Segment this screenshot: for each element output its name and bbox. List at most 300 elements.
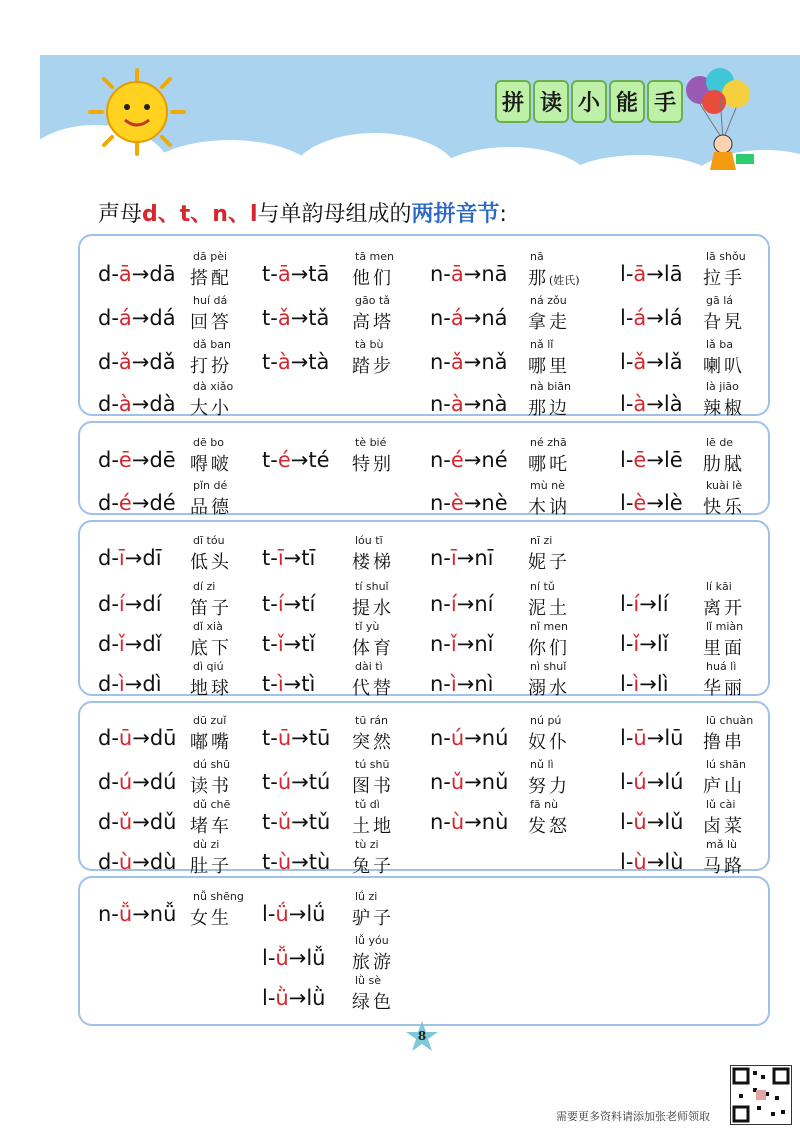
word-text: 突然 — [352, 732, 394, 753]
word-pinyin: tù zi — [355, 838, 379, 851]
banner-char: 能 — [609, 80, 645, 123]
syllable-result: →dù — [132, 850, 177, 874]
syllable-result: →nù — [464, 810, 509, 834]
word-text: 哪吒 — [528, 454, 570, 475]
initial: l- — [620, 306, 634, 330]
syllable-result: →té — [290, 448, 330, 472]
footer-text: 需要更多资料请添加张老师领取 — [556, 1110, 710, 1123]
word-text: 那边 — [528, 398, 570, 419]
initial: n- — [430, 306, 451, 330]
final-vowel: ū — [118, 726, 133, 750]
syllable-group-box — [78, 876, 770, 1026]
word-text: 妮子 — [528, 552, 570, 573]
sun-icon — [82, 62, 192, 162]
word-text: 卤菜 — [703, 816, 745, 837]
syllable-formula — [430, 448, 508, 472]
word-text: 里面 — [703, 638, 745, 659]
word-hanzi — [190, 812, 232, 838]
initial: t- — [262, 770, 278, 794]
syllable-result: →tū — [291, 726, 331, 750]
syllable-result: →ná — [463, 306, 508, 330]
banner-title — [495, 80, 683, 122]
word-pinyin: pǐn dé — [193, 479, 228, 492]
initial: n- — [430, 350, 451, 374]
syllable-formula — [430, 810, 508, 834]
syllable-formula — [98, 632, 162, 656]
syllable-formula — [98, 902, 176, 926]
word-text: 嘚啵 — [190, 454, 232, 475]
initial: t- — [262, 448, 278, 472]
word-hanzi — [190, 352, 232, 378]
word-text: 打扮 — [190, 356, 232, 377]
final-vowel: ǐ — [450, 632, 457, 656]
initial: l- — [620, 726, 634, 750]
word-text: 快乐 — [703, 497, 745, 518]
word-pinyin: tú shū — [355, 758, 390, 771]
initial: d- — [98, 770, 119, 794]
heading-prefix: 声母 — [98, 202, 143, 227]
word-hanzi — [528, 812, 570, 838]
final-vowel: ī — [450, 546, 457, 570]
word-hanzi — [703, 852, 745, 878]
syllable-result: →tǎ — [290, 306, 330, 330]
syllable-formula — [430, 306, 508, 330]
syllable-result: →né — [463, 448, 508, 472]
final-vowel: í — [118, 592, 125, 616]
syllable-result: →tù — [291, 850, 331, 874]
word-pinyin: tā men — [355, 250, 395, 263]
final-vowel: ǔ — [277, 810, 292, 834]
word-text: 绿色 — [352, 992, 394, 1013]
syllable-formula — [98, 672, 162, 696]
word-pinyin: dǐ xià — [193, 620, 223, 633]
syllable-formula — [430, 350, 508, 374]
word-hanzi — [190, 493, 232, 519]
final-vowel: á — [633, 306, 647, 330]
syllable-formula — [262, 902, 325, 926]
initial: n- — [430, 632, 451, 656]
word-hanzi — [190, 674, 232, 700]
word-hanzi — [352, 308, 394, 334]
syllable-formula — [262, 810, 330, 834]
syllable-result: →dǐ — [124, 632, 162, 656]
final-vowel: è — [633, 491, 647, 515]
syllable-formula — [620, 350, 683, 374]
word-pinyin: tí shuǐ — [355, 580, 389, 593]
syllable-formula — [98, 306, 176, 330]
final-vowel: ǔ — [118, 810, 133, 834]
final-vowel: ā — [450, 262, 464, 286]
final-vowel: ǚ — [118, 902, 133, 926]
initial: l- — [620, 632, 634, 656]
syllable-result: →nī — [456, 546, 494, 570]
heading-suffix: : — [499, 202, 507, 227]
word-hanzi — [352, 634, 394, 660]
word-hanzi — [528, 394, 570, 420]
word-pinyin: ná zǒu — [530, 294, 567, 307]
syllable-formula — [620, 306, 683, 330]
word-note: (姓氏) — [549, 274, 580, 287]
final-vowel: ú — [277, 770, 292, 794]
final-vowel: ā — [633, 262, 647, 286]
word-pinyin: tà bù — [355, 338, 384, 351]
word-text: 撸串 — [703, 732, 745, 753]
final-vowel: à — [450, 392, 464, 416]
initial: l- — [620, 672, 634, 696]
word-pinyin: nī zi — [530, 534, 553, 547]
syllable-result: →tì — [283, 672, 316, 696]
word-pinyin: nā — [530, 250, 544, 263]
word-pinyin: mù nè — [530, 479, 565, 492]
final-vowel: á — [118, 306, 132, 330]
initial: d- — [98, 632, 119, 656]
syllable-result: →là — [646, 392, 683, 416]
final-vowel: à — [277, 350, 291, 374]
word-hanzi — [528, 594, 570, 620]
word-text: 木讷 — [528, 497, 570, 518]
word-hanzi — [703, 674, 745, 700]
syllable-result: →dí — [124, 592, 162, 616]
syllable-result: →lè — [646, 491, 683, 515]
syllable-formula — [98, 262, 176, 286]
word-hanzi — [352, 904, 394, 930]
word-text: 离开 — [703, 598, 745, 619]
initial: n- — [430, 546, 451, 570]
final-vowel: ī — [277, 546, 284, 570]
word-pinyin: dā pèi — [193, 250, 228, 263]
syllable-result: →nǎ — [463, 350, 508, 374]
word-hanzi — [190, 394, 232, 420]
syllable-formula — [620, 672, 669, 696]
word-pinyin: lú shān — [706, 758, 746, 771]
final-vowel: ú — [118, 770, 133, 794]
final-vowel: ū — [277, 726, 292, 750]
word-text: 搭配 — [190, 268, 232, 289]
syllable-result: →dā — [131, 262, 176, 286]
syllable-result: →nǔ — [464, 770, 509, 794]
initial: d- — [98, 592, 119, 616]
word-pinyin: dì qiú — [193, 660, 224, 673]
final-vowel: ú — [633, 770, 647, 794]
initial: n- — [430, 592, 451, 616]
word-hanzi — [528, 772, 570, 798]
syllable-result: →nǚ — [132, 902, 177, 926]
word-pinyin: lē de — [706, 436, 734, 449]
syllable-result: →dà — [131, 392, 176, 416]
syllable-result: →lù — [646, 850, 684, 874]
initial: d- — [98, 306, 119, 330]
word-pinyin: dǔ chē — [193, 798, 231, 811]
initial: n- — [430, 770, 451, 794]
word-hanzi — [190, 308, 232, 334]
word-text: 地球 — [190, 678, 232, 699]
word-hanzi — [528, 450, 570, 476]
word-hanzi — [528, 308, 570, 334]
word-text: 你们 — [528, 638, 570, 659]
word-pinyin: kuài lè — [706, 479, 743, 492]
word-hanzi — [352, 352, 394, 378]
word-text: 努力 — [528, 776, 570, 797]
initial: l- — [620, 350, 634, 374]
syllable-formula — [98, 392, 176, 416]
word-text: 高塔 — [352, 312, 394, 333]
final-vowel: í — [277, 592, 284, 616]
word-hanzi — [190, 634, 232, 660]
final-vowel: ǎ — [633, 350, 647, 374]
word-text: 楼梯 — [352, 552, 394, 573]
syllable-result: →lū — [646, 726, 684, 750]
final-vowel: ù — [450, 810, 465, 834]
initial: t- — [262, 672, 278, 696]
word-text: 特别 — [352, 454, 394, 475]
final-vowel: ē — [118, 448, 132, 472]
word-pinyin: lǔ cài — [706, 798, 736, 811]
syllable-result: →lì — [639, 672, 669, 696]
initial: n- — [430, 448, 451, 472]
word-text: 旮旯 — [703, 312, 745, 333]
initial: d- — [98, 392, 119, 416]
final-vowel: ǐ — [633, 632, 640, 656]
initial: n- — [430, 726, 451, 750]
word-hanzi — [528, 634, 570, 660]
word-pinyin: dū zuǐ — [193, 714, 227, 727]
initial: d- — [98, 850, 119, 874]
syllable-result: →tī — [283, 546, 316, 570]
syllable-formula — [620, 632, 669, 656]
initial: t- — [262, 810, 278, 834]
syllable-result: →nà — [463, 392, 508, 416]
syllable-result: →dú — [132, 770, 177, 794]
word-hanzi — [528, 264, 580, 290]
heading-initials: d、t、n、l — [142, 202, 258, 227]
word-hanzi — [528, 548, 570, 574]
syllable-formula — [430, 672, 493, 696]
syllable-result: →tǐ — [283, 632, 316, 656]
syllable-formula — [98, 491, 176, 515]
syllable-result: →lǘ — [288, 902, 326, 926]
word-pinyin: dú shū — [193, 758, 231, 771]
syllable-result: →lí — [639, 592, 669, 616]
word-text: 图书 — [352, 776, 394, 797]
word-hanzi — [190, 852, 232, 878]
word-pinyin: nǎ lǐ — [530, 338, 554, 351]
final-vowel: é — [277, 448, 291, 472]
final-vowel: ǐ — [277, 632, 284, 656]
word-pinyin: nú pú — [530, 714, 562, 727]
word-hanzi — [190, 264, 232, 290]
word-text: 体育 — [352, 638, 394, 659]
syllable-result: →dī — [124, 546, 162, 570]
syllable-result: →nā — [463, 262, 508, 286]
final-vowel: ì — [277, 672, 284, 696]
syllable-result: →lú — [646, 770, 684, 794]
syllable-result: →lē — [646, 448, 683, 472]
word-hanzi — [190, 728, 232, 754]
syllable-formula — [262, 632, 315, 656]
syllable-result: →lǐ — [639, 632, 669, 656]
word-hanzi — [352, 548, 394, 574]
word-hanzi — [703, 264, 745, 290]
syllable-result: →nè — [463, 491, 508, 515]
syllable-formula — [262, 306, 329, 330]
final-vowel: ǎ — [118, 350, 132, 374]
syllable-result: →tā — [290, 262, 330, 286]
syllable-formula — [262, 850, 330, 874]
syllable-result: →dá — [131, 306, 176, 330]
word-pinyin: dē bo — [193, 436, 224, 449]
final-vowel: ǚ — [275, 946, 289, 970]
final-vowel: ǎ — [450, 350, 464, 374]
syllable-formula — [430, 546, 493, 570]
initial: t- — [262, 546, 278, 570]
syllable-formula — [620, 392, 683, 416]
initial: l- — [620, 810, 634, 834]
final-vowel: ù — [118, 850, 133, 874]
initial: t- — [262, 850, 278, 874]
syllable-result: →tǔ — [291, 810, 331, 834]
word-hanzi — [352, 852, 394, 878]
word-text: 读书 — [190, 776, 232, 797]
syllable-formula — [262, 262, 329, 286]
word-text: 嘟嘴 — [190, 732, 232, 753]
initial: d- — [98, 546, 119, 570]
word-hanzi — [352, 812, 394, 838]
final-vowel: à — [633, 392, 647, 416]
word-pinyin: lǚ yóu — [355, 934, 389, 947]
word-pinyin: lū chuàn — [706, 714, 754, 727]
word-pinyin: tǐ yù — [355, 620, 380, 633]
word-text: 他们 — [352, 268, 394, 289]
initial: t- — [262, 350, 278, 374]
final-vowel: ǎ — [277, 306, 291, 330]
word-hanzi — [703, 634, 745, 660]
initial: n- — [430, 491, 451, 515]
initial: l- — [620, 770, 634, 794]
final-vowel: ǜ — [275, 986, 289, 1010]
word-text: 庐山 — [703, 776, 745, 797]
syllable-result: →nì — [456, 672, 494, 696]
word-hanzi — [703, 352, 745, 378]
initial: d- — [98, 350, 119, 374]
word-text: 大小 — [190, 398, 232, 419]
syllable-formula — [620, 491, 683, 515]
word-text: 土地 — [352, 816, 394, 837]
word-pinyin: gāo tǎ — [355, 294, 391, 307]
word-pinyin: dù zi — [193, 838, 220, 851]
word-text: 女生 — [190, 908, 232, 929]
syllable-result: →nú — [464, 726, 509, 750]
syllable-formula — [98, 350, 176, 374]
word-hanzi — [352, 772, 394, 798]
word-text: 笛子 — [190, 598, 232, 619]
word-text: 拉手 — [703, 268, 745, 289]
syllable-formula — [98, 810, 176, 834]
final-vowel: í — [450, 592, 457, 616]
initial: t- — [262, 632, 278, 656]
word-pinyin: gā lá — [706, 294, 734, 307]
final-vowel: ù — [277, 850, 292, 874]
word-hanzi — [190, 548, 232, 574]
word-pinyin: dǎ ban — [193, 338, 231, 351]
banner-char: 读 — [533, 80, 569, 123]
syllable-formula — [262, 672, 315, 696]
initial: d- — [98, 810, 119, 834]
initial: t- — [262, 306, 278, 330]
word-hanzi — [703, 450, 745, 476]
word-hanzi — [352, 948, 394, 974]
word-pinyin: nǚ shēng — [193, 890, 244, 903]
word-text: 代替 — [352, 678, 394, 699]
syllable-formula — [430, 392, 508, 416]
section-heading — [98, 197, 507, 228]
syllable-formula — [430, 770, 508, 794]
syllable-result: →nǐ — [456, 632, 494, 656]
word-hanzi — [190, 450, 232, 476]
syllable-formula — [430, 262, 508, 286]
word-text: 那 — [528, 268, 549, 289]
final-vowel: ā — [277, 262, 291, 286]
syllable-formula — [262, 592, 315, 616]
syllable-formula — [98, 770, 176, 794]
word-hanzi — [352, 594, 394, 620]
syllable-formula — [262, 350, 329, 374]
final-vowel: ì — [450, 672, 457, 696]
word-pinyin: tǔ dì — [355, 798, 380, 811]
word-pinyin: mǎ lù — [706, 838, 737, 851]
syllable-formula — [262, 946, 325, 970]
final-vowel: é — [118, 491, 132, 515]
final-vowel: è — [450, 491, 464, 515]
syllable-result: →dē — [131, 448, 176, 472]
syllable-result: →tí — [283, 592, 316, 616]
syllable-result: →dǔ — [132, 810, 177, 834]
syllable-formula — [262, 986, 325, 1010]
word-pinyin: fā nù — [530, 798, 559, 811]
syllable-formula — [430, 632, 493, 656]
initial: l- — [262, 946, 276, 970]
word-text: 华丽 — [703, 678, 745, 699]
syllable-result: →dì — [124, 672, 162, 696]
qr-code-icon — [731, 1066, 791, 1124]
word-pinyin: huá lì — [706, 660, 737, 673]
qr-code — [730, 1065, 792, 1125]
final-vowel: ú — [450, 726, 465, 750]
word-hanzi — [528, 493, 570, 519]
word-hanzi — [528, 728, 570, 754]
balloon-girl-icon — [678, 62, 768, 172]
word-pinyin: nà biān — [530, 380, 571, 393]
page-number: 8 — [417, 1029, 427, 1043]
initial: d- — [98, 448, 119, 472]
word-text: 哪里 — [528, 356, 570, 377]
syllable-result: →ní — [456, 592, 494, 616]
word-text: 品德 — [190, 497, 232, 518]
initial: t- — [262, 726, 278, 750]
syllable-formula — [98, 546, 162, 570]
word-hanzi — [352, 450, 394, 476]
word-pinyin: lǜ sè — [355, 974, 382, 987]
initial: l- — [262, 902, 276, 926]
initial: l- — [620, 392, 634, 416]
initial: n- — [430, 392, 451, 416]
word-text: 发怒 — [528, 816, 570, 837]
syllable-result: →lǜ — [288, 986, 326, 1010]
syllable-result: →lǔ — [646, 810, 684, 834]
final-vowel: ǔ — [450, 770, 465, 794]
final-vowel: ū — [633, 726, 647, 750]
final-vowel: ì — [633, 672, 640, 696]
word-pinyin: ní tǔ — [530, 580, 555, 593]
